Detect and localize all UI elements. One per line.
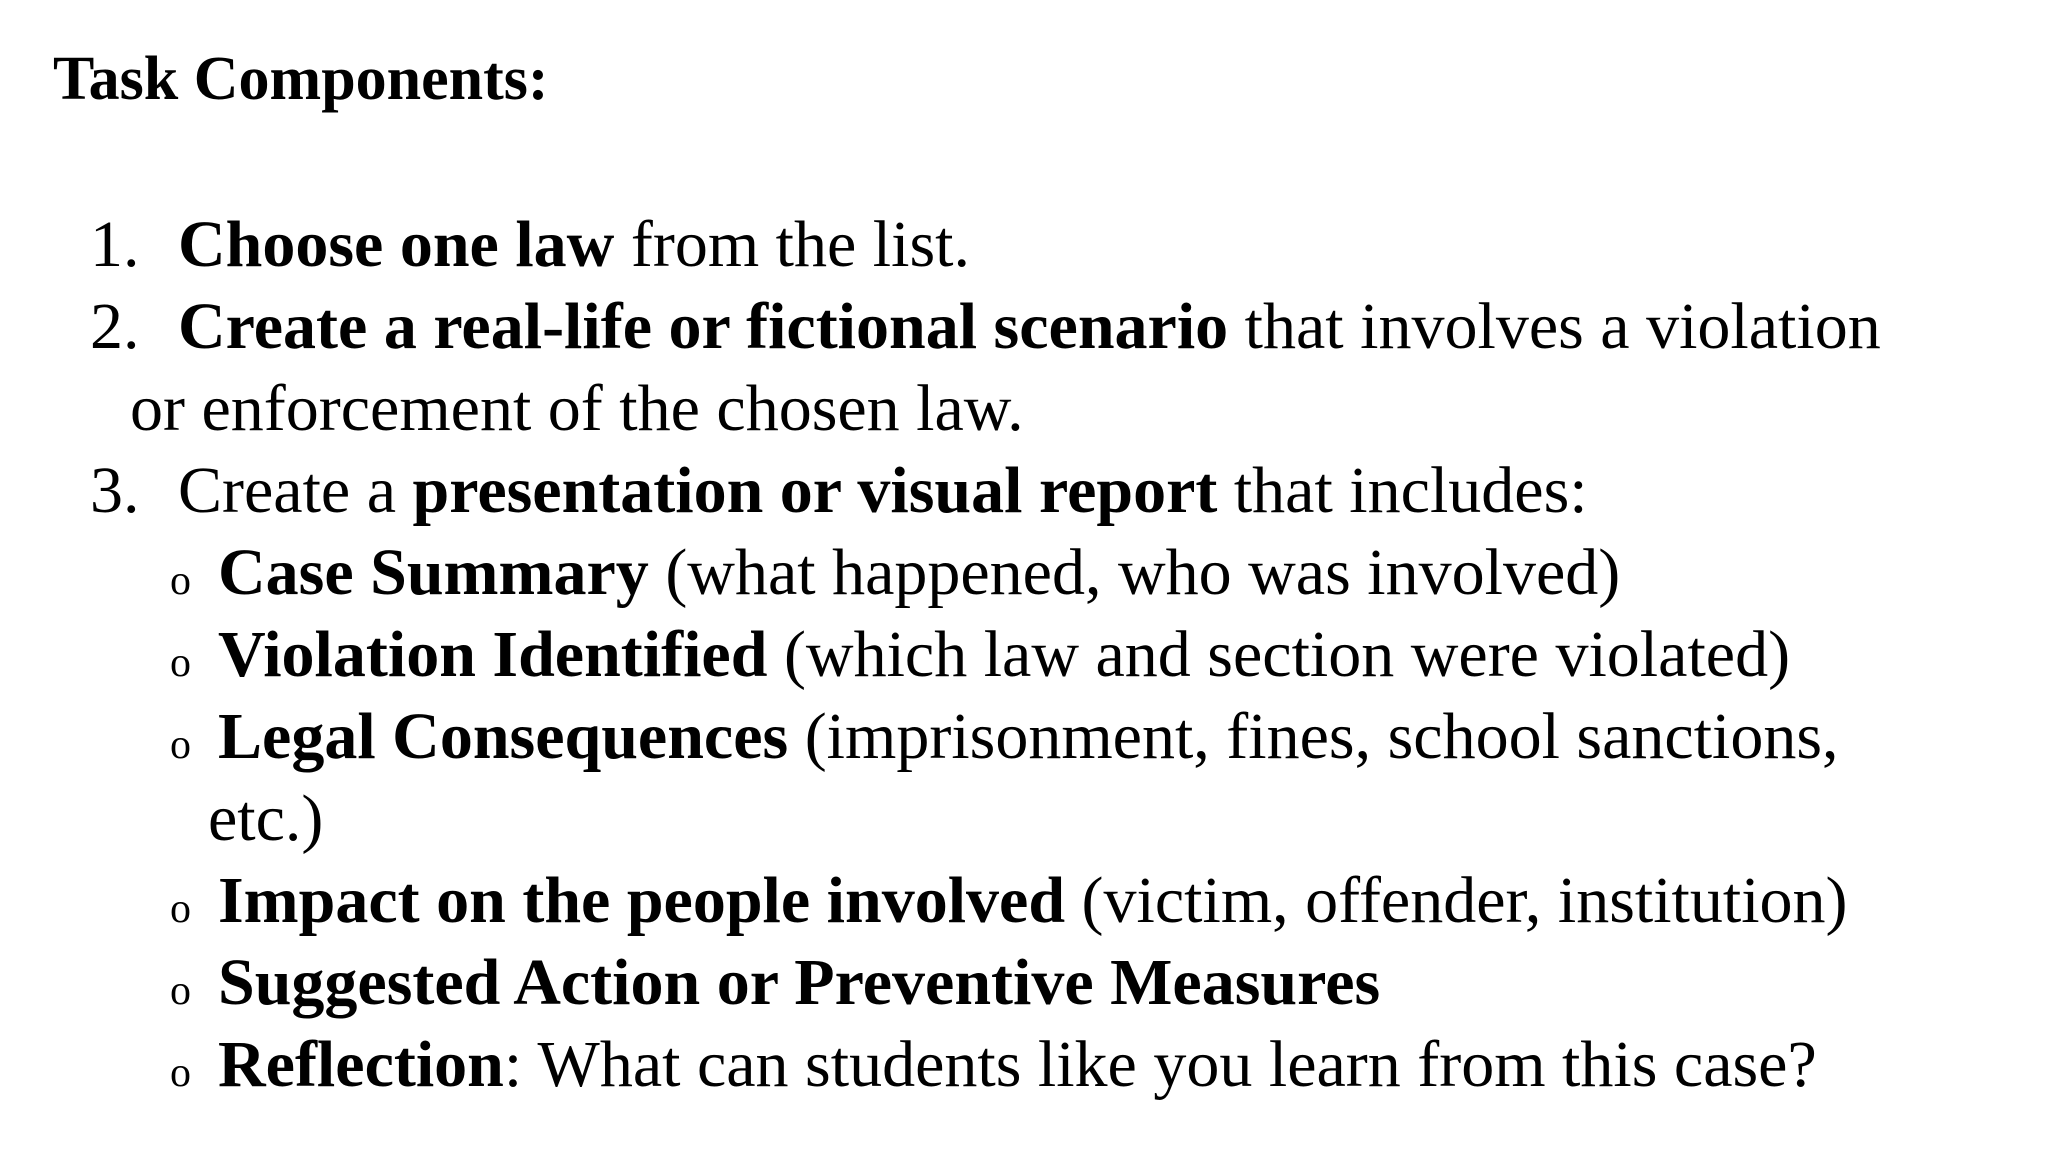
list-item-text: that includes:	[1217, 454, 1588, 527]
sub-item-text: (what happened, who was involved)	[648, 536, 1621, 609]
bullet-icon: o	[170, 886, 191, 932]
bullet-icon: o	[170, 968, 191, 1014]
list-number: 2.	[90, 290, 140, 363]
list-item-bold: Choose one law	[178, 208, 615, 281]
sub-item-bold: Violation Identified	[218, 618, 768, 691]
list-item-text: Create a	[178, 454, 413, 527]
section-heading: Task Components:	[53, 45, 549, 113]
sub-item-text: (victim, offender, institution)	[1065, 864, 1848, 937]
sub-item-bold: Reflection	[218, 1028, 504, 1101]
bullet-icon: o	[170, 1050, 191, 1096]
bullet-icon: o	[170, 558, 191, 604]
list-item-text: that involves a violation	[1228, 290, 1881, 363]
document-page: Task Components: 1. Choose one law from the list. 2. Create a real-life or fictional scenario that involves a violation or enforcement of the chosen law. 3. Create a presentation or visual report that includes: o Case Summary (what happened, who was involved) o Violation Identified (which law and section were violated) o Legal Consequences (imprisonment, fines, school sanctions, etc.) o Impact on the people involved (victim, offender, institution) o Suggested Action or Preventive Measures o Reflection: What can students like you learn from this case?	[0, 0, 2048, 1152]
list-item-bold: presentation or visual report	[412, 454, 1218, 527]
list-item-bold: Create a real-life or fictional scenario	[178, 290, 1229, 363]
list-number: 1.	[90, 208, 140, 281]
sub-item-bold: Impact on the people involved	[218, 864, 1066, 937]
list-item-text: from the list.	[614, 208, 970, 281]
sub-item-bold: Legal Consequences	[218, 700, 789, 773]
bullet-icon: o	[170, 722, 191, 768]
sub-item-text: : What can students like you learn from this case?	[503, 1028, 1817, 1101]
sub-item-text: (imprisonment, fines, school sanctions,	[788, 700, 1839, 773]
sub-item-text: (which law and section were violated)	[767, 618, 1791, 691]
sub-item-bold: Suggested Action or Preventive Measures	[218, 946, 1381, 1019]
bullet-icon: o	[170, 640, 191, 686]
sub-item-bold: Case Summary	[218, 536, 649, 609]
list-number: 3.	[90, 454, 140, 527]
